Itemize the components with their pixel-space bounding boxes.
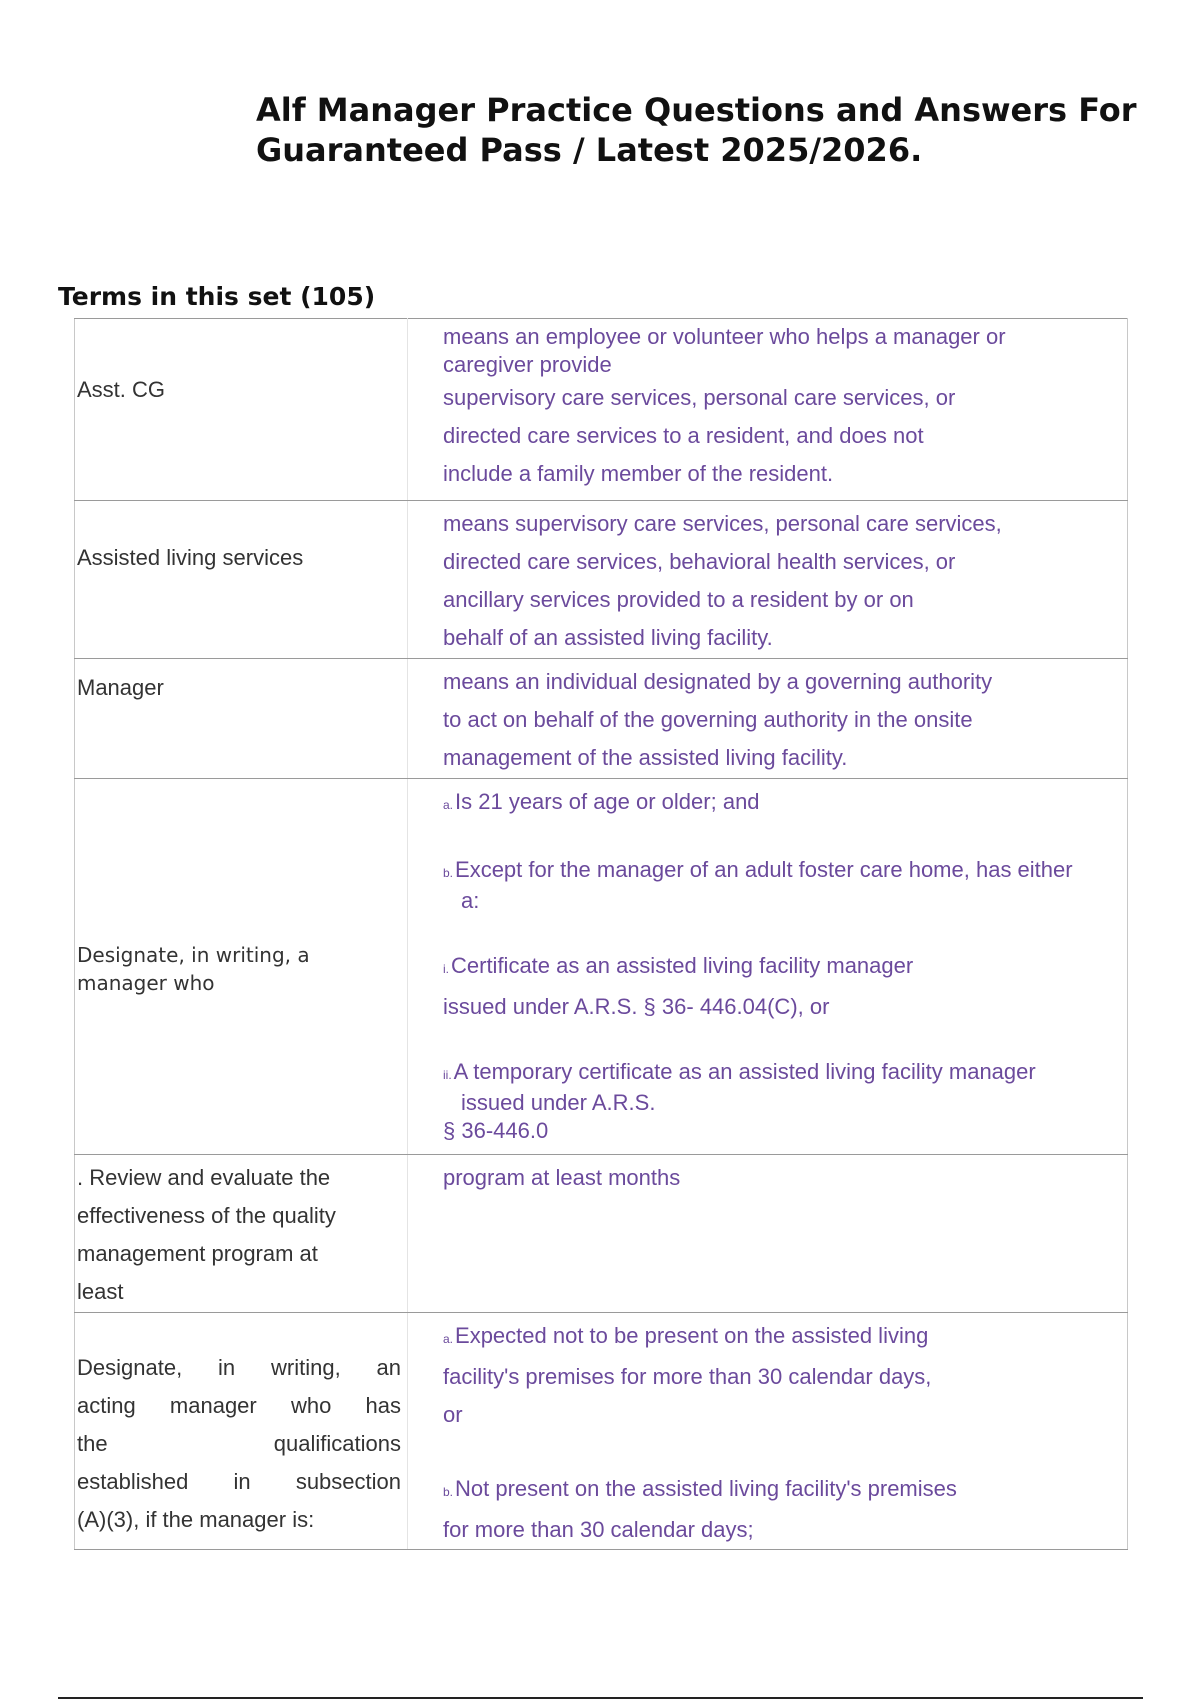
terms-table — [74, 318, 1128, 1550]
term-text: established in subsection — [77, 1469, 401, 1494]
definition-line: issued under A.R.S. — [461, 1090, 656, 1115]
definition-line: to act on behalf of the governing authority in the onsite — [443, 707, 973, 732]
document-title — [256, 90, 1156, 170]
definition-line: a: — [461, 888, 480, 913]
table-row — [75, 779, 1128, 1155]
item-marker: b. — [443, 866, 454, 880]
definition-item-b: b.Except for the manager of an adult foster care home, has either — [443, 857, 1073, 882]
spacer — [443, 1026, 1119, 1058]
term-text: least — [77, 1279, 124, 1304]
definition-line: or — [443, 1402, 463, 1427]
definition-line: means supervisory care services, personal care services, — [443, 511, 1002, 536]
definition-cell — [408, 779, 1128, 1155]
definition-line: program at least months — [443, 1165, 681, 1190]
definition-cell — [408, 319, 1128, 501]
spacer — [443, 824, 1119, 856]
term-text: (A)(3), if the manager is: — [77, 1507, 315, 1532]
term-cell — [75, 1313, 408, 1550]
definition-line: supervisory care services, personal care services, or — [443, 385, 956, 410]
definition-cell — [408, 659, 1128, 779]
definition-line: ancillary services provided to a resident by or on — [443, 587, 914, 612]
item-marker: i. — [443, 962, 449, 976]
term-text: acting manager who has — [77, 1393, 401, 1418]
item-marker: a. — [443, 798, 454, 812]
term-text: the qualifications — [77, 1431, 401, 1456]
definition-line: facility's premises for more than 30 calendar days, — [443, 1364, 932, 1389]
term-text: Designate, in writing, a — [77, 942, 310, 967]
term-text: Manager — [77, 675, 164, 700]
term-text: . Review and evaluate the — [77, 1165, 331, 1190]
definition-item-i: i.Certificate as an assisted living facility manager — [443, 953, 914, 978]
term-cell — [75, 501, 408, 659]
spacer — [443, 1434, 1119, 1470]
table-row — [75, 1155, 1128, 1313]
definition-item-b: b.Not present on the assisted living facility's premises — [443, 1476, 957, 1501]
definition-line: caregiver provide — [443, 352, 612, 377]
table-row — [75, 501, 1128, 659]
item-marker: b. — [443, 1485, 454, 1499]
table-row — [75, 659, 1128, 779]
definition-line: include a family member of the resident. — [443, 461, 834, 486]
item-marker: a. — [443, 1332, 454, 1346]
document-title-line-1: Alf Manager Practice Questions and Answers For — [256, 91, 1137, 129]
definition-line: means an individual designated by a governing authority — [443, 669, 993, 694]
definition-item-a: a.Is 21 years of age or older; and — [443, 789, 760, 814]
definition-line: for more than 30 calendar days; — [443, 1517, 754, 1542]
definition-cell — [408, 501, 1128, 659]
table-row — [75, 319, 1128, 501]
term-text: management program at — [77, 1241, 318, 1266]
term-text: Asst. CG — [77, 377, 166, 402]
term-text: manager who — [77, 970, 215, 995]
definition-line: means an employee or volunteer who helps a manager or — [443, 324, 1006, 349]
table-row — [75, 1313, 1128, 1550]
definition-line: management of the assisted living facility. — [443, 745, 848, 770]
term-text: effectiveness of the quality — [77, 1203, 336, 1228]
term-text: Assisted living services — [77, 545, 304, 570]
term-cell — [75, 779, 408, 1155]
definition-line: issued under A.R.S. § 36- 446.04(C), or — [443, 994, 830, 1019]
item-marker: ii. — [443, 1068, 452, 1082]
term-text: Designate, in writing, an — [77, 1355, 401, 1380]
page-bottom-rule — [58, 1697, 1143, 1699]
definition-line: directed care services, behavioral health services, or — [443, 549, 956, 574]
definition-item-a: a.Expected not to be present on the assisted living — [443, 1323, 929, 1348]
term-cell — [75, 319, 408, 501]
spacer — [443, 915, 1119, 947]
definition-line: § 36-446.0 — [443, 1118, 549, 1143]
definition-line: behalf of an assisted living facility. — [443, 625, 773, 650]
document-title-line-2: Guaranteed Pass / Latest 2025/2026. — [256, 131, 923, 169]
term-cell — [75, 659, 408, 779]
definition-cell — [408, 1313, 1128, 1550]
terms-heading: Terms in this set (105) — [58, 282, 376, 311]
definition-line: directed care services to a resident, and does not — [443, 423, 924, 448]
definition-item-ii: ii.A temporary certificate as an assisted living facility manager — [443, 1059, 1036, 1084]
term-cell — [75, 1155, 408, 1313]
definition-cell — [408, 1155, 1128, 1313]
